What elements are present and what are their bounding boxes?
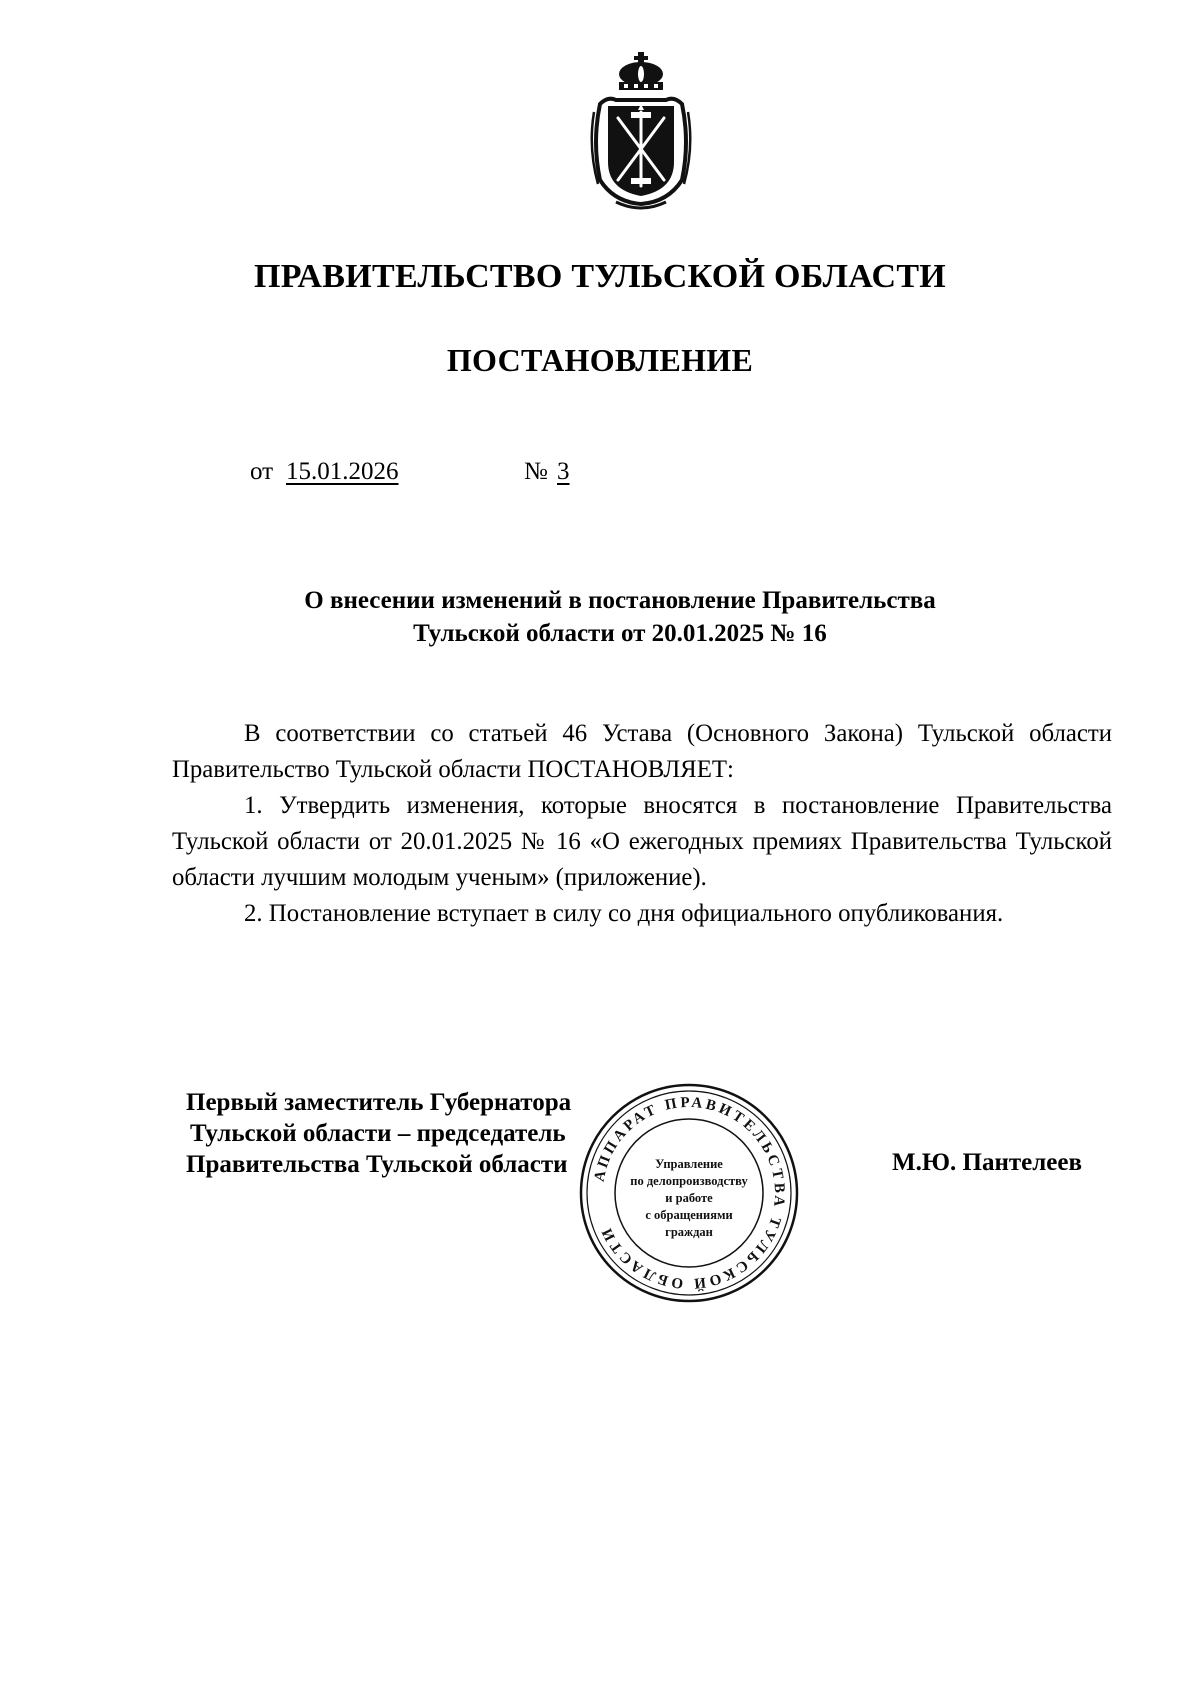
government-title: ПРАВИТЕЛЬСТВО ТУЛЬСКОЙ ОБЛАСТИ: [253, 258, 947, 295]
stamp-line-1: Управление: [655, 1157, 723, 1171]
subject-line-1: О внесении изменений в постановление Правительства: [304, 587, 936, 614]
item-1-paragraph: 1. Утвердить изменения, которые вносятся в постановление Правительства Тульской области от 20.01.2025 № 16 «О ежегодных премиях Правительства Тульской области лучшим молодым ученым» (приложение).: [172, 792, 1112, 891]
signer-position-line-1: Первый заместитель Губернатора: [186, 1089, 572, 1116]
document-date: 15.01.2026: [286, 458, 399, 485]
document-number: 3: [557, 458, 570, 485]
official-stamp: [578, 1082, 800, 1304]
subject-line-2: Тульской области от 20.01.2025 № 16: [413, 620, 827, 647]
item-2-paragraph: 2. Постановление вступает в силу со дня официального опубликования.: [244, 900, 1004, 927]
signer-position-line-3: Правительства Тульской области: [186, 1151, 568, 1178]
date-prefix: от: [250, 458, 274, 485]
signer-position: [186, 1087, 571, 1180]
coat-of-arms-icon: [586, 52, 696, 212]
signer-position-line-2: Тульской области – председатель: [190, 1120, 566, 1147]
document-subject: [240, 584, 1000, 650]
signer-name: М.Ю. Пантелеев: [892, 1149, 1082, 1176]
stamp-line-4: с обращениями: [645, 1208, 733, 1222]
stamp-line-5: граждан: [665, 1225, 713, 1239]
stamp-ring-text: АППАРАТ ПРАВИТЕЛЬСТВА ТУЛЬСКОЙ ОБЛАСТИ: [591, 1094, 788, 1292]
document-body: [172, 716, 1112, 932]
stamp-line-3: и работе: [665, 1191, 713, 1205]
stamp-line-2: по делопроизводству: [630, 1174, 748, 1188]
number-prefix: №: [524, 458, 548, 485]
document-type: ПОСТАНОВЛЕНИЕ: [446, 342, 754, 378]
preamble-paragraph: В соответствии со статьей 46 Устава (Основного Закона) Тульской области Правительство Тульской области ПОСТАНОВЛЯЕТ:: [172, 720, 1112, 783]
